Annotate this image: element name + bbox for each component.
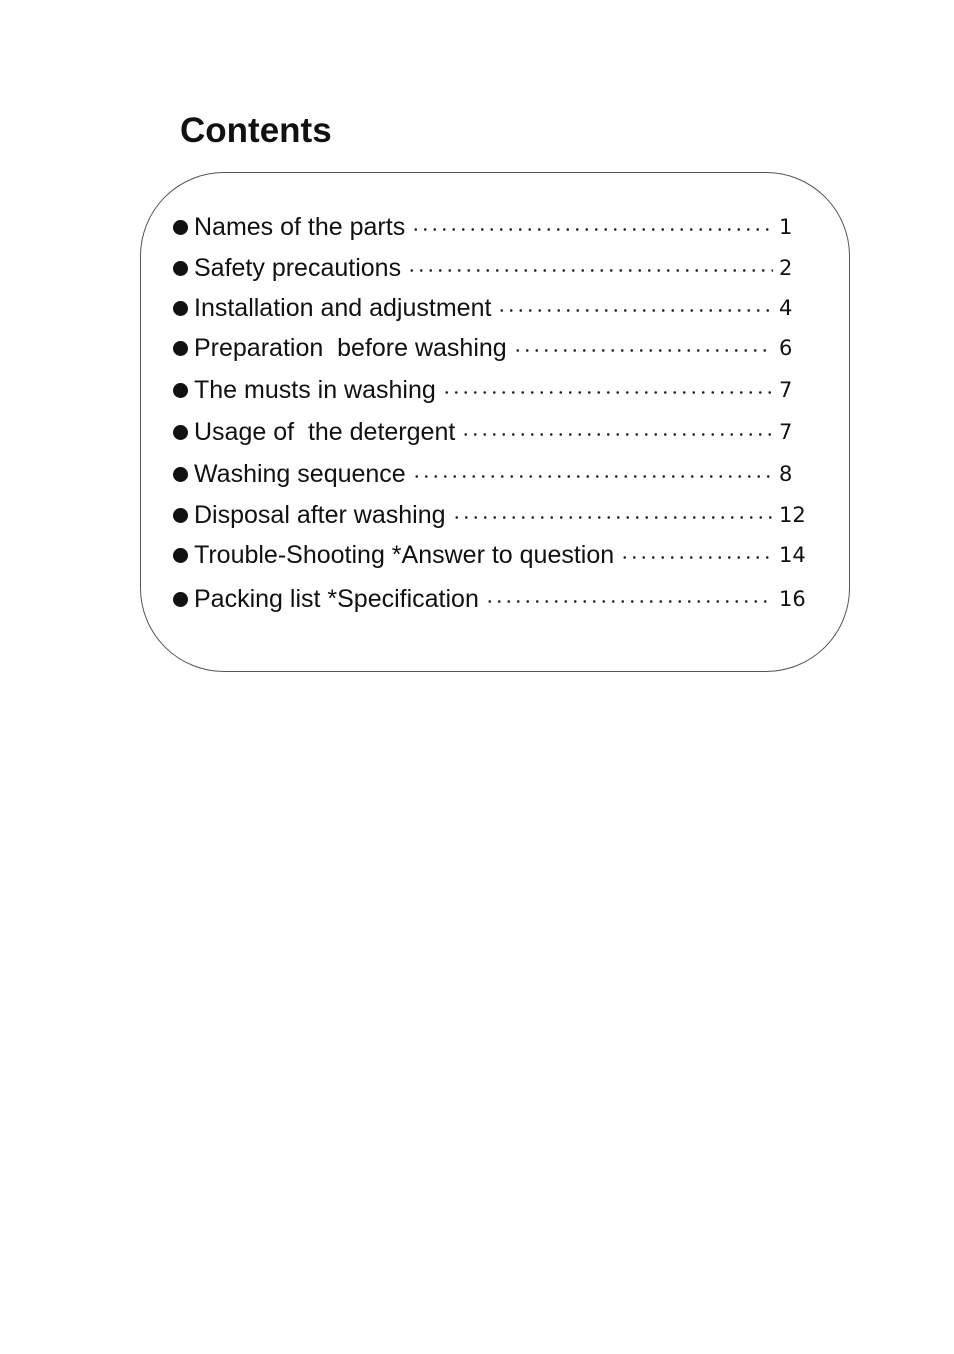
toc-entry-installation[interactable] xyxy=(173,292,813,324)
page-number: 6 xyxy=(779,336,793,360)
entry-title: The musts in washing xyxy=(194,376,436,404)
entry-title: Washing sequence xyxy=(194,460,406,488)
bullet-icon xyxy=(173,508,188,523)
entry-title: Names of the parts xyxy=(194,213,406,241)
toc-entry-detergent[interactable] xyxy=(173,416,813,448)
entry-title: Usage of the detergent xyxy=(194,418,456,446)
page-number: 2 xyxy=(779,256,793,280)
toc-entry-preparation[interactable] xyxy=(173,332,813,364)
entry-title: Safety precautions xyxy=(194,254,402,282)
entry-title: Installation and adjustment xyxy=(194,294,492,322)
page-number: 4 xyxy=(779,296,793,320)
page-number: 8 xyxy=(779,462,793,486)
toc-entry-musts-in-washing[interactable] xyxy=(173,374,813,406)
dot-leader xyxy=(620,556,773,559)
toc-entry-names-of-parts[interactable] xyxy=(173,211,813,243)
toc-entry-disposal[interactable] xyxy=(173,499,813,531)
dot-leader xyxy=(485,600,773,603)
bullet-icon xyxy=(173,261,188,276)
page-title: Contents xyxy=(180,111,332,150)
bullet-icon xyxy=(173,341,188,356)
page-number: 14 xyxy=(779,543,806,567)
toc-entry-washing-sequence[interactable] xyxy=(173,458,813,490)
dot-leader xyxy=(461,433,773,436)
bullet-icon xyxy=(173,425,188,440)
entry-title: Trouble-Shooting *Answer to question xyxy=(194,541,615,569)
contents-box xyxy=(140,172,850,672)
toc-entry-trouble-shooting[interactable] xyxy=(173,539,813,571)
page-number: 7 xyxy=(779,420,793,444)
entry-title: Disposal after washing xyxy=(194,501,446,529)
dot-leader xyxy=(452,516,773,519)
bullet-icon xyxy=(173,592,188,607)
bullet-icon xyxy=(173,467,188,482)
entry-title: Preparation before washing xyxy=(194,334,507,362)
page-number: 12 xyxy=(779,503,806,527)
dot-leader xyxy=(407,269,773,272)
entry-title: Packing list *Specification xyxy=(194,585,479,613)
bullet-icon xyxy=(173,301,188,316)
page-number: 16 xyxy=(779,587,806,611)
bullet-icon xyxy=(173,220,188,235)
toc-entry-safety-precautions[interactable] xyxy=(173,252,813,284)
bullet-icon xyxy=(173,548,188,563)
dot-leader xyxy=(513,349,773,352)
dot-leader xyxy=(442,391,773,394)
dot-leader xyxy=(411,228,773,231)
page-number: 1 xyxy=(779,215,793,239)
bullet-icon xyxy=(173,383,188,398)
page-number: 7 xyxy=(779,378,793,402)
toc-entry-packing-list[interactable] xyxy=(173,583,813,615)
dot-leader xyxy=(412,475,773,478)
dot-leader xyxy=(497,309,773,312)
